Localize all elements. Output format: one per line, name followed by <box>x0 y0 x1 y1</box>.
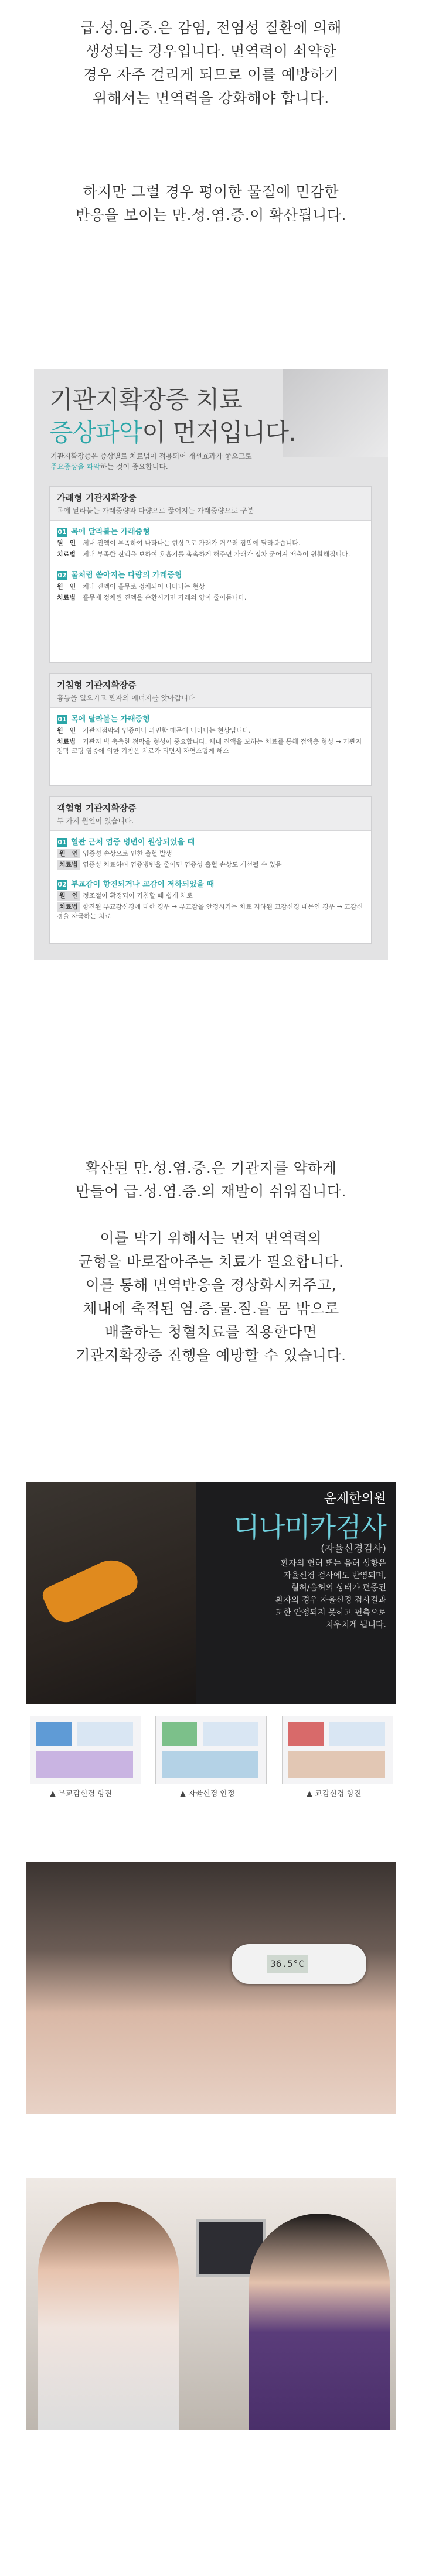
report-caption: ▲ 교감신경 항진 <box>307 1790 362 1798</box>
section-subtitle: 목에 달라붙는 가래증량과 다량으로 끓어지는 가래증량으로 구분 <box>57 507 254 515</box>
symptom-title <box>57 836 364 847</box>
intro-accent: 주요증상을 파악 <box>50 463 100 471</box>
report-caption: ▲ 자율신경 안정 <box>180 1790 235 1798</box>
text-line: 배출하는 청혈치료를 적용한다면 <box>105 1323 317 1340</box>
treatment-row <box>57 550 364 559</box>
treatment-row <box>57 737 364 756</box>
section-header <box>50 487 371 521</box>
treatment-tag: 치료법 <box>57 902 80 912</box>
symptom-title <box>57 525 364 537</box>
cause-row <box>57 891 364 901</box>
symptom-title <box>57 569 364 580</box>
cause-text: 체내 진액이 부족하여 나타나는 현상으로 가래가 거꾸러 잠막에 달라붙습니다. <box>83 539 301 547</box>
cause-tag: 원 인 <box>57 891 80 901</box>
subtitle-rest: 이 먼저입니다. <box>142 418 296 447</box>
symptom-item <box>57 713 364 756</box>
cause-row <box>57 849 364 858</box>
section-header <box>50 674 371 708</box>
report-chart <box>162 1722 197 1746</box>
report-chart <box>77 1722 133 1746</box>
treatment-paragraph <box>0 1227 422 1367</box>
text-line: 하지만 그럴 경우 평이한 물질에 민감한 <box>83 183 339 200</box>
section-title: 객혈형 기관지확장증 <box>57 803 137 813</box>
infographic-subtitle <box>49 413 295 449</box>
symptom-item <box>57 836 364 870</box>
symptom-item <box>57 569 364 603</box>
description-line: 환자의 경우 자율신경 검사결과 <box>275 1596 386 1605</box>
exam-banner-header <box>26 1482 396 1704</box>
cause-tag: 원 인 <box>57 539 76 547</box>
section-cough-type <box>49 673 372 786</box>
patient-figure <box>38 2202 179 2430</box>
cause-row <box>57 726 364 735</box>
symptom-title <box>57 713 364 724</box>
cause-tag: 원 인 <box>57 727 76 734</box>
report-caption: ▲ 부교감신경 항진 <box>50 1790 113 1798</box>
cause-tag: 원 인 <box>57 583 76 590</box>
clinic-name: 윤제한의원 <box>324 1491 386 1506</box>
exam-title: 디나미카검사 <box>233 1511 386 1543</box>
exam-hand-photo <box>26 1482 196 1704</box>
treatment-tag: 치료법 <box>57 594 76 601</box>
symptom-title-text: 혈관 근처 염증 병변이 원상되었을 때 <box>71 838 195 847</box>
cause-text: 체내 진액이 흘무로 정체되어 나타나는 현상 <box>83 583 205 590</box>
infographic-title: 기관지확장증 치료 <box>49 385 242 414</box>
report-chart <box>329 1722 385 1746</box>
report-thumbnail-parasympathetic <box>30 1716 141 1784</box>
treatment-tag: 치료법 <box>57 550 76 558</box>
ear-thermometer <box>232 1944 366 1984</box>
description-line: 자율신경 검사에도 반영되며, <box>283 1571 386 1581</box>
item-number: 02 <box>57 881 67 888</box>
cause-text: 기관지점막의 염증이나 과민함 때문에 나타나는 현상입니다. <box>83 727 251 734</box>
section-title: 가래형 기관지확장증 <box>57 492 137 503</box>
report-chart <box>203 1722 258 1746</box>
description-line: 또한 안정되지 못하고 편측으로 <box>275 1608 386 1617</box>
text-line: 균형을 바로잡아주는 치료가 필요합니다. <box>78 1253 344 1270</box>
section-subtitle: 두 가지 원인이 있습니다. <box>57 817 134 825</box>
report-chart <box>36 1751 133 1778</box>
cause-row <box>57 582 364 591</box>
text-line: 반응을 보이는 만.성.염.증.이 확산됩니다. <box>76 207 346 224</box>
treatment-row <box>57 593 364 603</box>
symptom-title-text: 물처럼 쏟아지는 다량의 가래증형 <box>71 571 182 580</box>
cause-text: 염증성 손상으로 인한 출혈 발생 <box>83 850 172 857</box>
exam-subtitle: (자율신경검사) <box>321 1543 386 1555</box>
infographic-intro <box>50 451 285 472</box>
section-subtitle: 흉통을 일으키고 환자의 에너지를 앗아갑니다 <box>57 694 195 702</box>
cause-row <box>57 539 364 548</box>
treatment-text: 기관지 벽 축축한 점막을 형성이 중요합니다. 체내 진액을 보하는 치료를 통해 점액층 형성 → 기관지 점막 코팅 염증에 의한 기침은 치료가 되면서 자연스럽게 해소 <box>57 738 362 755</box>
thermometer-display: 36.5°C <box>267 1955 308 1973</box>
report-chart <box>36 1722 72 1746</box>
description-line: 혈허/음허의 상태가 편중된 <box>291 1583 386 1593</box>
intro-paragraph-acute <box>0 16 422 110</box>
intro-line <box>50 461 285 472</box>
item-number: 02 <box>57 572 67 579</box>
section-phlegm-type <box>49 486 372 663</box>
description-line: 치우치게 됩니다. <box>325 1620 386 1630</box>
text-line: 확산된 만.성.염.증.은 기관지를 약하게 <box>85 1159 337 1176</box>
treatment-text: 항진된 부교감신경에 대한 경우 → 부교감을 안정시키는 치료 저하된 교감신경 때문인 경우 → 교감신경을 자극하는 치료 <box>57 903 363 920</box>
consultation-photo <box>26 2178 396 2430</box>
section-hemoptysis-type <box>49 796 372 944</box>
dynamica-exam-banner <box>26 1482 396 1804</box>
treatment-text: 염증성 치료하며 염증병변을 줄이면 염증성 출혈 손상도 개선될 수 있음 <box>82 861 282 868</box>
relapse-paragraph <box>0 1157 422 1203</box>
exam-description <box>240 1558 386 1631</box>
text-line: 체내에 축적된 염.증.물.질.을 몸 밖으로 <box>83 1300 339 1317</box>
intro-rest: 하는 것이 중요합니다. <box>100 463 168 471</box>
doctor-photo <box>283 369 388 457</box>
subtitle-accent: 증상파악 <box>49 418 142 447</box>
bronchiectasis-infographic <box>34 369 388 960</box>
cause-tag: 원 인 <box>57 849 80 858</box>
report-chart <box>288 1722 324 1746</box>
section-header <box>50 797 371 831</box>
text-line: 위해서는 면역력을 강화해야 합니다. <box>93 90 329 107</box>
symptom-item <box>57 878 364 921</box>
thermometer-photo <box>26 1862 396 2114</box>
item-number: 01 <box>57 716 67 723</box>
treatment-tag: 치료법 <box>57 738 76 745</box>
report-chart <box>162 1751 258 1778</box>
text-line: 급.성.염.증.은 감염, 전염성 질환에 의해 <box>80 19 342 36</box>
text-line: 만들어 급.성.염.증.의 재발이 쉬워집니다. <box>76 1183 346 1200</box>
text-line: 이를 막기 위해서는 먼저 면역력의 <box>100 1230 322 1247</box>
text-line: 경우 자주 걸리게 되므로 이를 예방하기 <box>83 66 339 83</box>
symptom-title-text: 부교감이 항진되거나 교감이 저하되었을 때 <box>71 880 215 889</box>
report-thumbnail-balanced <box>155 1716 267 1784</box>
item-number: 01 <box>57 839 67 846</box>
item-number: 01 <box>57 528 67 536</box>
text-line: 이를 통해 면역반응을 정상화시켜주고, <box>85 1277 337 1294</box>
symptom-title-text: 목에 달라붙는 가래증형 <box>71 528 150 536</box>
cause-text: 정조절이 확정되어 기침할 때 쉽게 차로 <box>83 892 193 899</box>
intro-paragraph-chronic <box>0 180 422 227</box>
report-chart <box>288 1751 385 1778</box>
treatment-text: 흘무에 정체된 진액을 순환시키면 가래의 양이 줄어듭니다. <box>83 594 247 601</box>
treatment-row <box>57 860 364 870</box>
treatment-tag: 치료법 <box>57 860 80 870</box>
sensor-clip-device <box>40 1551 142 1628</box>
symptom-title <box>57 878 364 890</box>
report-thumbnail-sympathetic <box>282 1716 393 1784</box>
treatment-text: 체내 부족한 진액을 보하여 호흡기를 촉촉하게 해주면 가래가 점차 묽어져 배출이 원활해집니다. <box>83 550 350 558</box>
description-line: 환자의 혈허 또는 음허 성향은 <box>280 1559 386 1568</box>
treatment-row <box>57 902 364 921</box>
symptom-title-text: 목에 달라붙는 가래증형 <box>71 715 150 724</box>
section-title: 기침형 기관지확장증 <box>57 680 137 690</box>
staff-figure <box>249 2214 390 2430</box>
text-line: 기관지확장증 진행을 예방할 수 있습니다. <box>76 1347 346 1364</box>
symptom-item <box>57 525 364 559</box>
intro-line: 기관지확장증은 증상별로 치료법이 적용되어 개선효과가 좋으므로 <box>50 452 252 460</box>
text-line: 생성되는 경우입니다. 면역력이 쇠약한 <box>85 43 337 60</box>
